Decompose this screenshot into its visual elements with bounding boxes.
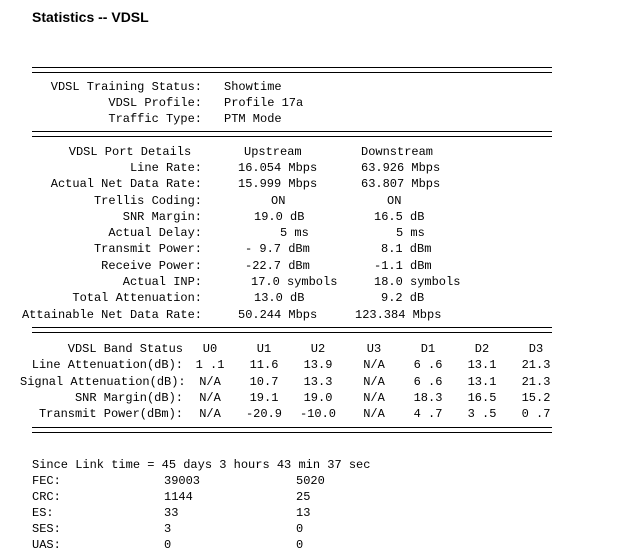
band-cell: 0 .7 bbox=[521, 407, 551, 421]
port-row-down: ON bbox=[387, 194, 402, 208]
band-cell: N/A bbox=[363, 407, 385, 421]
port-row-up: ON bbox=[271, 194, 286, 208]
band-header-cell: D2 bbox=[474, 342, 490, 356]
status-value: PTM Mode bbox=[224, 112, 282, 126]
band-cell: 4 .7 bbox=[413, 407, 443, 421]
counter-value: 0 bbox=[296, 522, 304, 536]
port-row-down: 63.807 Mbps bbox=[361, 177, 441, 191]
port-row-up: 15.999 Mbps bbox=[238, 177, 318, 191]
status-label: Traffic Type: bbox=[108, 112, 202, 126]
port-row-down: -1.1 dBm bbox=[374, 259, 432, 273]
link-time: Since Link time = 45 days 3 hours 43 min 37 sec bbox=[32, 458, 371, 472]
band-cell: 13.3 bbox=[303, 375, 333, 389]
band-cell: 19.0 bbox=[303, 391, 333, 405]
divider bbox=[32, 131, 552, 137]
band-header-cell: U0 bbox=[202, 342, 218, 356]
band-header-cell: D1 bbox=[420, 342, 436, 356]
downstream-header: Downstream bbox=[361, 145, 434, 159]
band-cell: N/A bbox=[199, 391, 221, 405]
port-row-down: 5 ms bbox=[396, 226, 425, 240]
port-header-label: VDSL Port Details bbox=[68, 145, 192, 159]
port-row-label: SNR Margin: bbox=[122, 210, 202, 224]
port-row-up: 50.244 Mbps bbox=[238, 308, 318, 322]
page-title: Statistics -- VDSL bbox=[32, 9, 149, 25]
port-row-up: - 9.7 dBm bbox=[245, 242, 310, 256]
band-cell: 3 .5 bbox=[467, 407, 497, 421]
port-row-up: 16.054 Mbps bbox=[238, 161, 318, 175]
counter-label: UAS: bbox=[32, 538, 61, 552]
port-row-label: Attainable Net Data Rate: bbox=[21, 308, 202, 322]
band-header-cell: U3 bbox=[366, 342, 382, 356]
port-row-label: Actual Net Data Rate: bbox=[50, 177, 202, 191]
port-row-down: 18.0 symbols bbox=[374, 275, 461, 289]
counter-value: 33 bbox=[164, 506, 179, 520]
port-row-label: Total Attenuation: bbox=[72, 291, 202, 305]
band-header-label: VDSL Band Status bbox=[67, 342, 183, 356]
port-row-label: Actual INP: bbox=[122, 275, 202, 289]
band-cell: 18.3 bbox=[413, 391, 443, 405]
band-cell: N/A bbox=[199, 407, 221, 421]
counter-value: 5020 bbox=[296, 474, 325, 488]
port-row-up: 19.0 dB bbox=[254, 210, 305, 224]
port-row-down: 16.5 dB bbox=[374, 210, 425, 224]
band-row-label: SNR Margin(dB): bbox=[74, 391, 183, 405]
band-cell: 13.1 bbox=[467, 375, 497, 389]
counter-value: 1144 bbox=[164, 490, 193, 504]
band-cell: 19.1 bbox=[249, 391, 279, 405]
divider bbox=[32, 67, 552, 73]
port-row-label: Line Rate: bbox=[129, 161, 202, 175]
band-cell: N/A bbox=[199, 375, 221, 389]
port-row-down: 123.384 Mbps bbox=[355, 308, 442, 322]
band-cell: N/A bbox=[363, 375, 385, 389]
counter-label: SES: bbox=[32, 522, 61, 536]
band-header-cell: U1 bbox=[256, 342, 272, 356]
band-cell: N/A bbox=[363, 358, 385, 372]
band-cell: -20.9 bbox=[245, 407, 282, 421]
port-row-label: Transmit Power: bbox=[93, 242, 202, 256]
counter-label: CRC: bbox=[32, 490, 61, 504]
counter-label: ES: bbox=[32, 506, 54, 520]
status-label: VDSL Training Status: bbox=[50, 80, 202, 94]
band-cell: 21.3 bbox=[521, 358, 551, 372]
band-cell: N/A bbox=[363, 391, 385, 405]
band-row-label: Signal Attenuation(dB): bbox=[20, 375, 186, 389]
band-cell: 21.3 bbox=[521, 375, 551, 389]
band-cell: 6 .6 bbox=[413, 358, 443, 372]
port-row-up: -22.7 dBm bbox=[245, 259, 310, 273]
band-header-cell: D3 bbox=[528, 342, 544, 356]
band-cell: 6 .6 bbox=[413, 375, 443, 389]
band-cell: 16.5 bbox=[467, 391, 497, 405]
counter-value: 3 bbox=[164, 522, 172, 536]
port-row-label: Trellis Coding: bbox=[93, 194, 202, 208]
upstream-header: Upstream bbox=[244, 145, 302, 159]
counter-label: FEC: bbox=[32, 474, 61, 488]
port-row-down: 9.2 dB bbox=[381, 291, 425, 305]
status-value: Showtime bbox=[224, 80, 282, 94]
port-row-up: 13.0 dB bbox=[254, 291, 305, 305]
port-row-label: Receive Power: bbox=[101, 259, 202, 273]
status-value: Profile 17a bbox=[224, 96, 304, 110]
divider bbox=[32, 427, 552, 433]
counter-value: 39003 bbox=[164, 474, 201, 488]
band-cell: 13.1 bbox=[467, 358, 497, 372]
counter-value: 0 bbox=[296, 538, 304, 552]
counter-value: 25 bbox=[296, 490, 311, 504]
port-row-up: 17.0 symbols bbox=[251, 275, 338, 289]
port-row-down: 8.1 dBm bbox=[381, 242, 432, 256]
band-cell: 13.9 bbox=[303, 358, 333, 372]
band-cell: 10.7 bbox=[249, 375, 279, 389]
band-cell: -10.0 bbox=[299, 407, 336, 421]
band-header-cell: U2 bbox=[310, 342, 326, 356]
port-row-down: 63.926 Mbps bbox=[361, 161, 441, 175]
port-row-label: Actual Delay: bbox=[108, 226, 202, 240]
counter-value: 13 bbox=[296, 506, 311, 520]
counter-value: 0 bbox=[164, 538, 172, 552]
band-row-label: Transmit Power(dBm): bbox=[38, 407, 183, 421]
divider bbox=[32, 327, 552, 333]
band-row-label: Line Attenuation(dB): bbox=[31, 358, 183, 372]
band-cell: 1 .1 bbox=[195, 358, 225, 372]
status-label: VDSL Profile: bbox=[108, 96, 202, 110]
band-cell: 15.2 bbox=[521, 391, 551, 405]
band-cell: 11.6 bbox=[249, 358, 279, 372]
port-row-up: 5 ms bbox=[280, 226, 309, 240]
